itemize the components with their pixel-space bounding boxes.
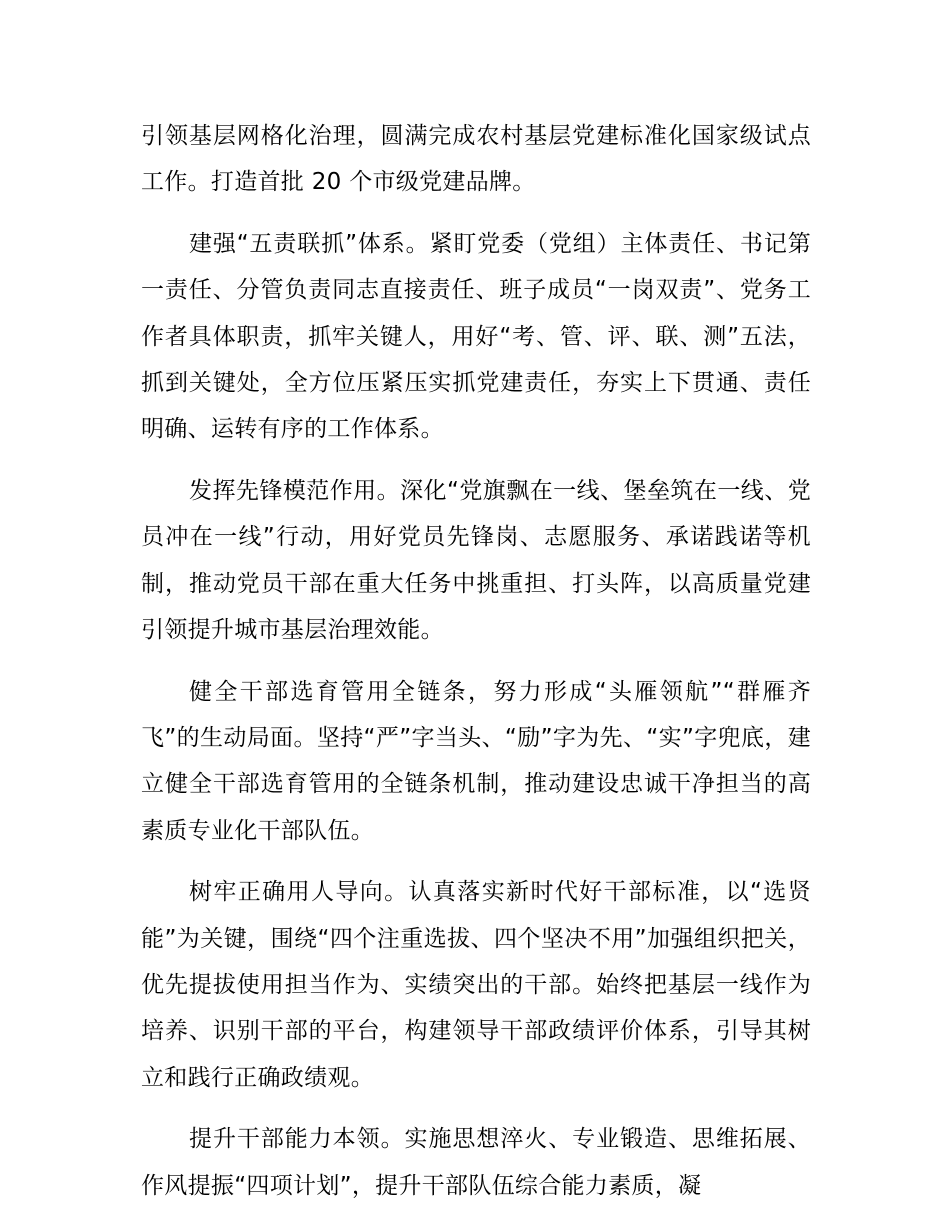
paragraph-cadre-chain: 健全干部选育管用全链条，努力形成“头雁领航”“群雁齐飞”的生动局面。坚持“严”字当头、“励”字为先、“实”字兜底，建立健全干部选育管用的全链条机制，推动建设忠诚干净担当的高素质专业化干部队伍。 [141,678,811,844]
paragraph-grid-governance: 引领基层网格化治理，圆满完成农村基层党建标准化国家级试点工作。打造首批 20 个市级党建品牌。 [141,123,811,196]
paragraph-cadre-capability: 提升干部能力本领。实施思想淬火、专业锻造、思维拓展、作风提振“四项计划”，提升干部队伍综合能力素质，凝 [141,1126,811,1199]
document-body [141,113,811,1225]
paragraph-vanguard-role: 发挥先锋模范作用。深化“党旗飘在一线、堡垒筑在一线、党员冲在一线”行动，用好党员先锋岗、志愿服务、承诺践诺等机制，推动党员干部在重大任务中挑重担、打头阵，以高质量党建引领提升城市基层治理效能。 [141,478,811,643]
paragraph-five-responsibilities: 建强“五责联抓”体系。紧盯党委（党组）主体责任、书记第一责任、分管负责同志直接责任、班子成员“一岗双责”、党务工作者具体职责，抓牢关键人，用好“考、管、评、联、测”五法，抓到关键处，全方位压紧压实抓党建责任，夯实上下贯通、责任明确、运转有序的工作体系。 [141,231,811,443]
paragraph-personnel-orientation: 树牢正确用人导向。认真落实新时代好干部标准，以“选贤能”为关键，围绕“四个注重选拔、四个坚决不用”加强组织把关，优先提拔使用担当作为、实绩突出的干部。始终把基层一线作为培养、识别干部的平台，构建领导干部政绩评价体系，引导其树立和践行正确政绩观。 [141,879,811,1091]
